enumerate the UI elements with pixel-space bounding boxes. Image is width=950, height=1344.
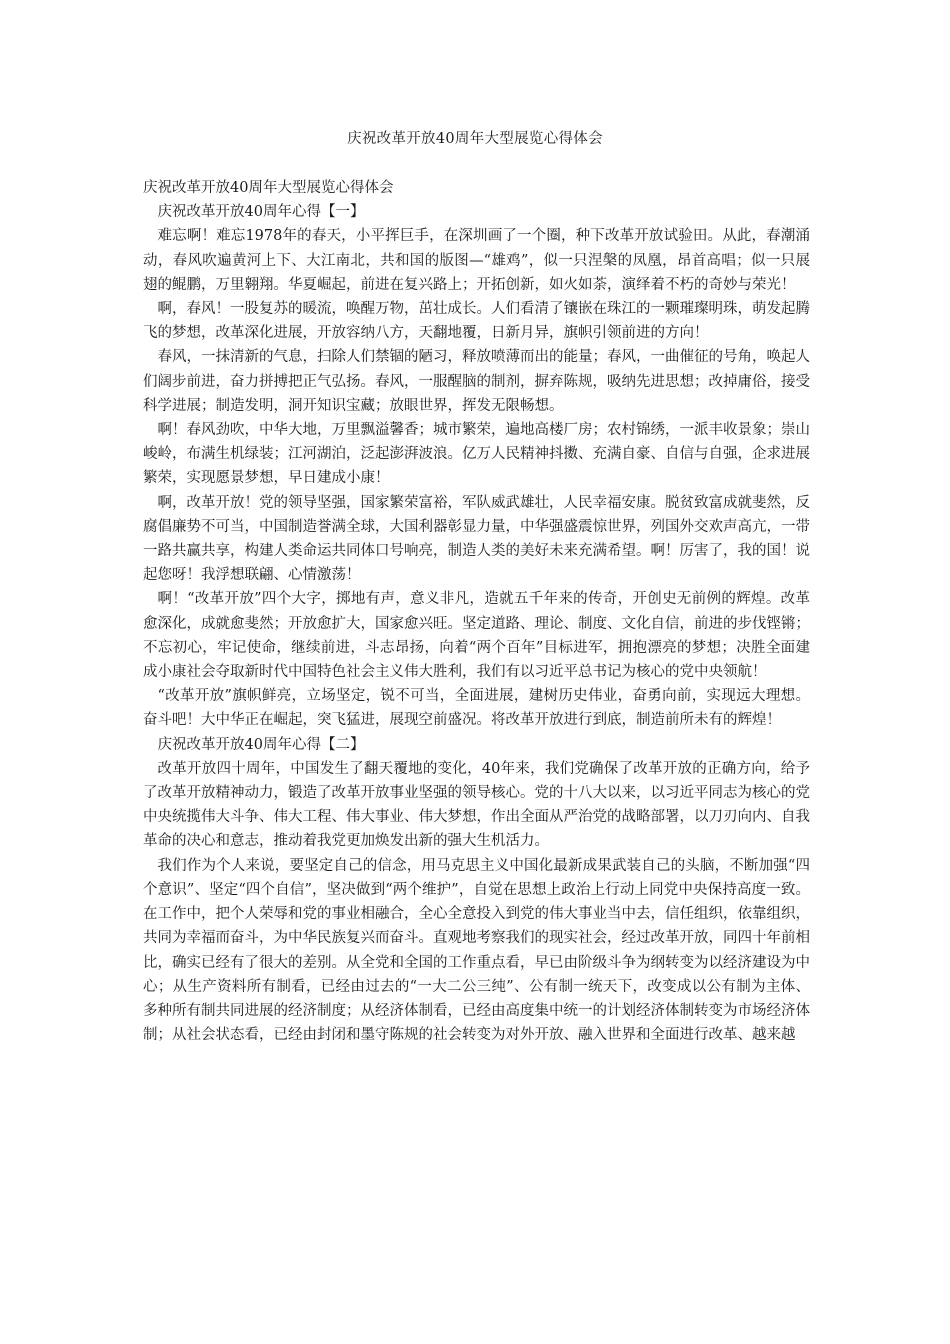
section-heading-1: 庆祝改革开放40周年心得【一】 (157, 204, 365, 221)
section-heading-2: 庆祝改革开放40周年心得【二】 (157, 736, 365, 753)
paragraph: 春风，一抹清新的气息，扫除人们禁锢的陋习，释放喷薄而出的能量；春风，一曲催征的号角，唤起人们阔步前进，奋力拼搏把正气弘扬。春风，一服醒脑的制剂，摒弃陈规，吸纳先进思想；改掉庸俗，接受科学进展；制造发明，洞开知识宝藏；放眼世界，挥发无限畅想。 (143, 349, 810, 414)
paragraph: “改革开放”旗帜鲜亮，立场坚定，锐不可当，全面进展，建树历史伟业，奋勇向前，实现远大理想。奋斗吧！大中华正在崛起，突飞猛进，展现空前盛况。将改革开放进行到底，制造前所未有的辉煌！ (143, 688, 810, 729)
paragraph: 啊！春风劲吹，中华大地，万里飘溢馨香；城市繁荣，遍地高楼厂房；农村锦绣，一派丰收景象；崇山峻岭，布满生机绿装；江河湖泊，泛起澎湃波浪。亿万人民精神抖擞、充满自豪、自信与自强，企求进展繁荣，实现愿景梦想，早日建成小康！ (143, 422, 810, 487)
document-heading: 庆祝改革开放40周年大型展览心得体会 (143, 180, 394, 196)
paragraph: 难忘啊！难忘1978年的春天，小平挥巨手，在深圳画了一个圈，种下改革开放试验田。从此，春潮涌动，春风吹遍黄河上下、大江南北，共和国的版图—“雄鸡”，似一只涅槃的凤凰，昂首高唱；似一只展翅的鲲鹏，万里翱翔。华夏崛起，前进在复兴路上；开拓创新，如火如荼，演绎着不朽的奇妙与荣光！ (143, 228, 810, 293)
paragraph: 啊！“改革开放”四个大字，掷地有声，意义非凡，造就五千年来的传奇，开创史无前例的辉煌。改革愈深化，成就愈斐然；开放愈扩大，国家愈兴旺。坚定道路、理论、制度、文化自信，前进的步伐铿锵；不忘初心，牢记使命，继续前进，斗志昂扬，向着“两个百年”目标进军，拥抱漂亮的梦想；决胜全面建成小康社会夺取新时代中国特色社会主义伟大胜利，我们有以习近平总书记为核心的党中央领航！ (143, 591, 810, 681)
paragraph: 啊，改革开放！党的领导坚强，国家繁荣富裕，军队威武雄壮，人民幸福安康。脱贫致富成就斐然，反腐倡廉势不可当，中国制造誉满全球，大国利器彰显力量，中华强盛震惊世界，列国外交欢声高亢，一带一路共赢共享，构建人类命运共同体口号响亮，制造人类的美好未来充满希望。啊！厉害了，我的国！说起您呀！我浮想联翩、心情激荡！ (143, 494, 810, 584)
page-title: 庆祝改革开放40周年大型展览心得体会 (347, 131, 603, 147)
paragraph: 我们作为个人来说，要坚定自己的信念，用马克思主义中国化最新成果武装自己的头脑，不断加强“四个意识”、坚定“四个自信”，坚决做到“两个维护”，自觉在思想上政治上行动上同党中央保持高度一致。在工作中，把个人荣辱和党的事业相融合，全心全意投入到党的伟大事业当中去，信任组织，依靠组织，共同为幸福而奋斗，为中华民族复兴而奋斗。直观地考察我们的现实社会，经过改革开放，同四十年前相比，确实已经有了很大的差别。从全党和全国的工作重点看，早已由阶级斗争为纲转变为以经济建设为中心；从生产资料所有制看，已经由过去的“一大二公三纯”、公有制一统天下，改变成以公有制为主体、多种所有制共同进展的经济制度；从经济体制看，已经由高度集中统一的计划经济体制转变为市场经济体制；从社会状态看，已经由封闭和墨守陈规的社会转变为对外开放、融入世界和全面进行改革、越来越 (143, 857, 810, 1044)
paragraph: 啊，春风！一股复苏的暖流，唤醒万物，茁壮成长。人们看清了镶嵌在珠江的一颗璀璨明珠，萌发起腾飞的梦想，改革深化进展，开放容纳八方，天翻地覆，日新月异，旗帜引领前进的方向！ (143, 301, 810, 342)
document-body (143, 176, 810, 1047)
paragraph: 改革开放四十周年，中国发生了翻天覆地的变化，40年来，我们党确保了改革开放的正确方向，给予了改革开放精神动力，锻造了改革开放事业坚强的领导核心。党的十八大以来，以习近平同志为核心的党中央统揽伟大斗争、伟大工程、伟大事业、伟大梦想，作出全面从严治党的战略部署，以刀刃向内、自我革命的决心和意志，推动着我党更加焕发出新的强大生机活力。 (143, 760, 810, 850)
